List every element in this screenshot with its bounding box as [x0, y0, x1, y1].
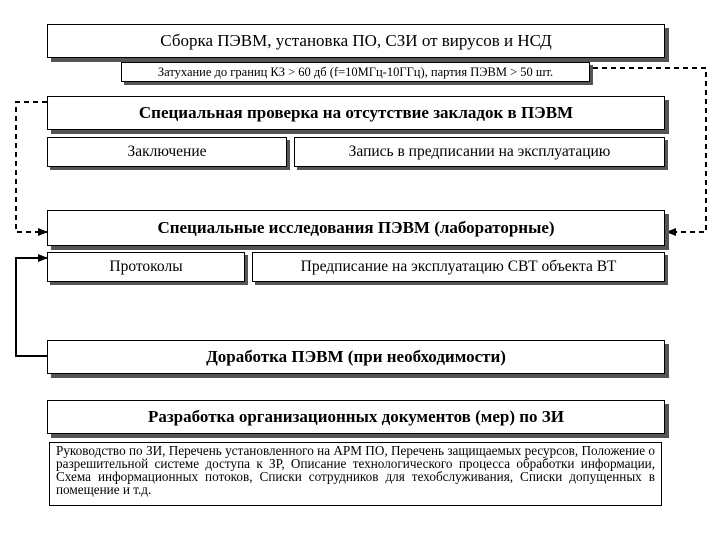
protocols-box: [47, 252, 245, 282]
conclusion-label: Заключение: [127, 143, 207, 160]
protocols-label: Протоколы: [109, 258, 183, 275]
docs-list-text: [49, 442, 662, 506]
operation-record-label: Запись в предписании на эксплуатацию: [348, 143, 611, 160]
assembly-box: [47, 24, 665, 58]
org-docs-label: Разработка организационных документов (мер) по ЗИ: [147, 407, 565, 426]
solid-arrow-left: [16, 258, 47, 356]
attenuation-note: [121, 62, 590, 82]
special-check-label: Специальная проверка на отсутствие закладок в ПЭВМ: [138, 103, 574, 122]
org-docs-box: [47, 400, 665, 434]
operation-prescription-box: [252, 252, 665, 282]
operation-prescription-label: Предписание на эксплуатацию СВТ объекта ВТ: [300, 258, 617, 275]
conclusion-box: [47, 137, 287, 167]
special-research-box: [47, 210, 665, 246]
docs-list-content: Руководство по ЗИ, Перечень установленного на АРМ ПО, Перечень защищаемых ресурсов, Положение о разрешительной системе доступа к ЗР, Описание технологического процесса обработки информации, Схема информационных потоков, Списки сотрудников для техобслуживания, Списки допущенных в помещение и т.д.: [56, 443, 655, 497]
special-check-box: [47, 96, 665, 130]
assembly-box-label: Сборка ПЭВМ, установка ПО, СЗИ от вирусов и НСД: [160, 31, 552, 50]
attenuation-note-label: Затухание до границ КЗ > 60 дб (f=10МГц-10ГГц), партия ПЭВМ > 50 шт.: [157, 64, 554, 79]
rework-box: [47, 340, 665, 374]
rework-label: Доработка ПЭВМ (при необходимости): [206, 347, 506, 366]
special-research-label: Специальные исследования ПЭВМ (лабораторные): [157, 218, 555, 237]
dashed-arrow-left: [16, 102, 47, 232]
operation-record-box: [294, 137, 665, 167]
